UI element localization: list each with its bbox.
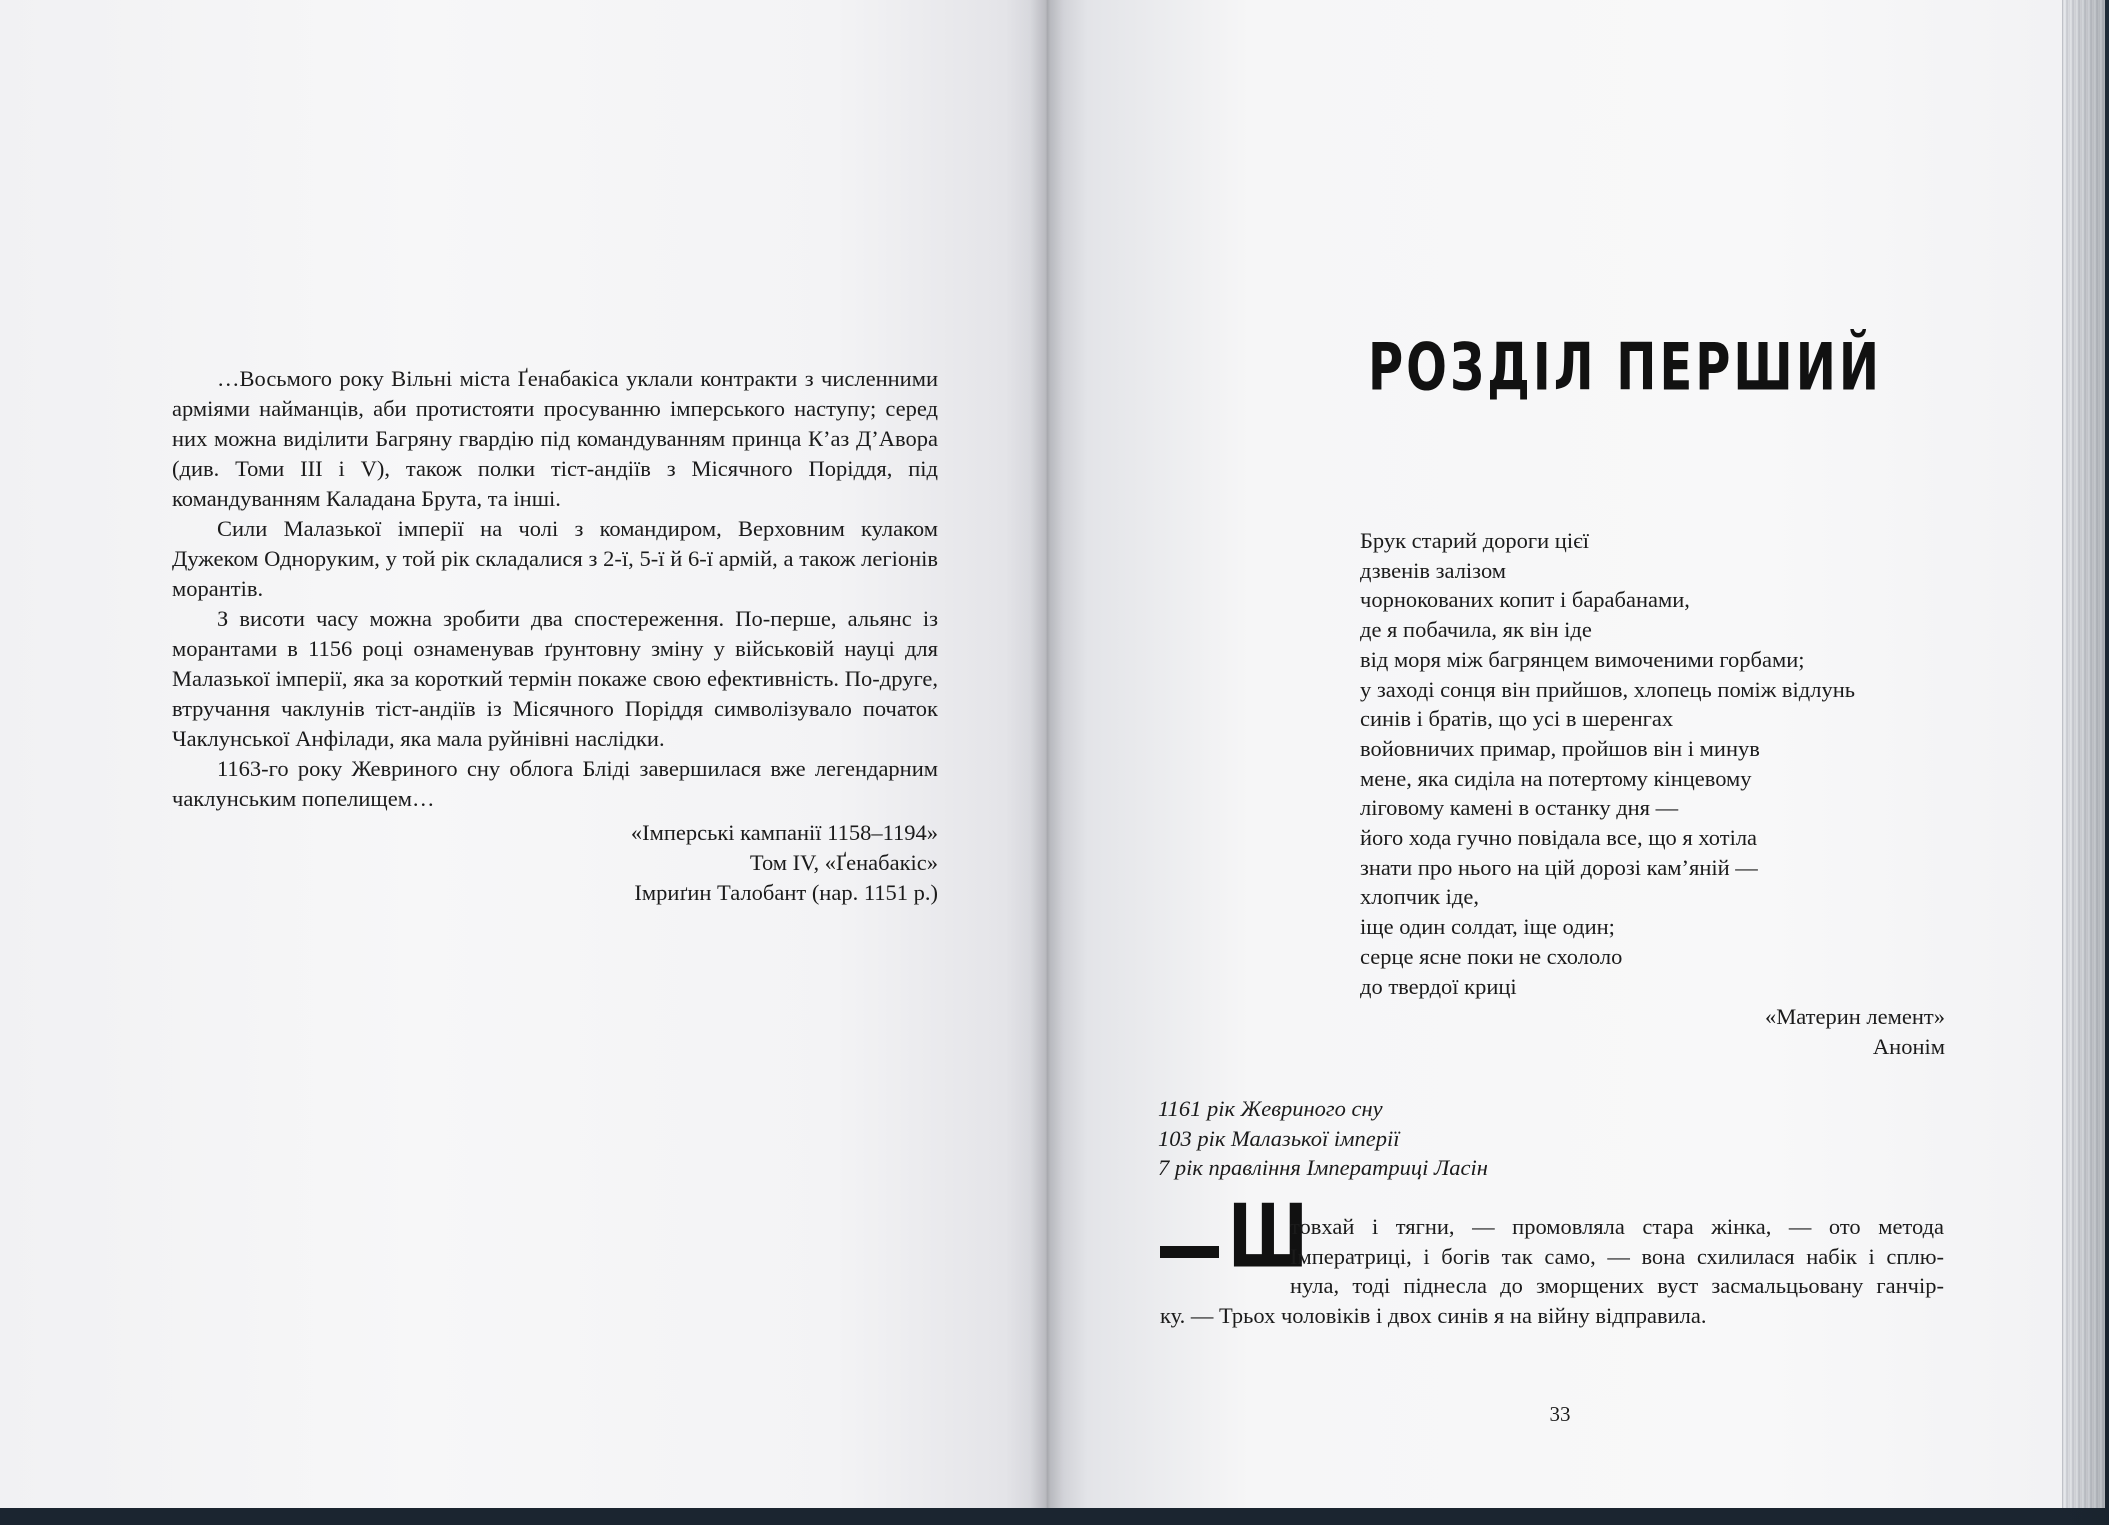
poem-line: у заході сонця він прийшов, хлопець поміж відлунь xyxy=(1360,676,1856,702)
poem-line: синів і братів, що усі в шеренгах xyxy=(1360,706,1674,732)
chapter-title: РОЗДІЛ ПЕРШИЙ xyxy=(1368,330,1883,406)
signature-line: Том IV, «Ґенабакіс» xyxy=(749,850,938,875)
poem-line: дзвенів залізом xyxy=(1360,557,1506,583)
poem-line: до твердої криці xyxy=(1360,973,1517,999)
poem-line: чорнокованих копит і барабанами, xyxy=(1360,587,1690,613)
paragraph: 1163-го року Жевриного сну облога Бліді завершилася вже легендарним чаклунським попелищем… xyxy=(172,756,938,811)
poem-line: мене, яка сиділа на потертому кінцевому xyxy=(1360,765,1752,791)
poem-line: іще один солдат, іще один; xyxy=(1360,914,1615,940)
poem xyxy=(1360,526,1960,1001)
poem-line: його хода гучно повідала все, що я хотіла xyxy=(1360,825,1758,851)
body-line: товхай і тягни, — промовляла стара жінка, — ото метода xyxy=(1290,1214,1944,1239)
paragraph: З висоти часу можна зробити два спостереження. По-перше, альянс із морантами в 1156 році ознаменував ґрунтовну зміну у військовій науці для Малазької імперії, яка за короткий термін покаже свою ефективність. По-друге, втручання чаклунів тіст-андіїв із Місячного Поріддя символізувало початок Чаклунської Анфілади, яка мала руйнівні наслідки. xyxy=(172,606,938,751)
attribution-line: Анонім xyxy=(1872,1033,1945,1059)
book-gutter xyxy=(1030,0,1064,1508)
poem-line: серце ясне поки не схололо xyxy=(1360,943,1623,969)
poem-line: від моря між багрянцем вимоченими горбами; xyxy=(1360,646,1805,672)
dateline-line: 1161 рік Жевриного сну xyxy=(1158,1096,1383,1121)
paragraph: …Восьмого року Вільні міста Ґенабакіса уклали контракти з численними арміями найманців, аби протистояти просуванню імперського наступу; серед них можна виділити Багряну гвардію під командуванням принца К’аз Д’Авора (див. Томи III і V), також полки тіст-андіїв з Місячного Поріддя, під командуванням Каладана Брута, та інші. xyxy=(172,366,938,511)
poem-line: де я побачила, як він іде xyxy=(1360,617,1592,643)
dateline-line: 103 рік Малазької імперії xyxy=(1158,1125,1400,1151)
poem-line: хлопчик іде, xyxy=(1360,884,1479,910)
dateline xyxy=(1158,1094,1658,1183)
page-edges xyxy=(2062,0,2105,1508)
page-number: 33 xyxy=(1549,1402,1571,1426)
dateline-line: 7 рік правління Імператриці Ласін xyxy=(1158,1155,1488,1181)
left-page-text xyxy=(172,364,938,814)
paragraph: Сили Малазької імперії на чолі з командиром, Верховним кулаком Дужеком Одноруким, у той рік складалися з 2-ї, 5-ї й 6-ї армій, а також легіонів морантів. xyxy=(172,516,938,601)
drop-cap: Ш xyxy=(1228,1187,1308,1289)
body-line: Імператриці, і богів так само, — вона схилилася набік і сплю- xyxy=(1290,1243,1944,1269)
body-line: ку. — Трьох чоловіків і двох синів я на війну відправила. xyxy=(1160,1303,1707,1329)
poem-line: войовничих примар, пройшов він і минув xyxy=(1360,735,1760,761)
attribution-line: «Материн лемент» xyxy=(1765,1004,1945,1029)
poem-line: знати про нього на цій дорозі кам’яній — xyxy=(1360,854,1758,880)
signature-line: «Імперські кампанії 1158–1194» xyxy=(630,820,938,845)
body-line: нула, тоді піднесла до зморщених вуст засмальцьовану ганчір- xyxy=(1290,1273,1944,1299)
poem-line: ліговому камені в останку дня — xyxy=(1360,795,1679,821)
chapter-body xyxy=(1160,1212,1944,1331)
epigraph-signature xyxy=(500,818,938,908)
signature-line: Імриґин Талобант (нар. 1151 р.) xyxy=(634,880,938,905)
poem-attribution xyxy=(1600,1002,1945,1061)
poem-line: Брук старий дороги цієї xyxy=(1360,528,1590,553)
